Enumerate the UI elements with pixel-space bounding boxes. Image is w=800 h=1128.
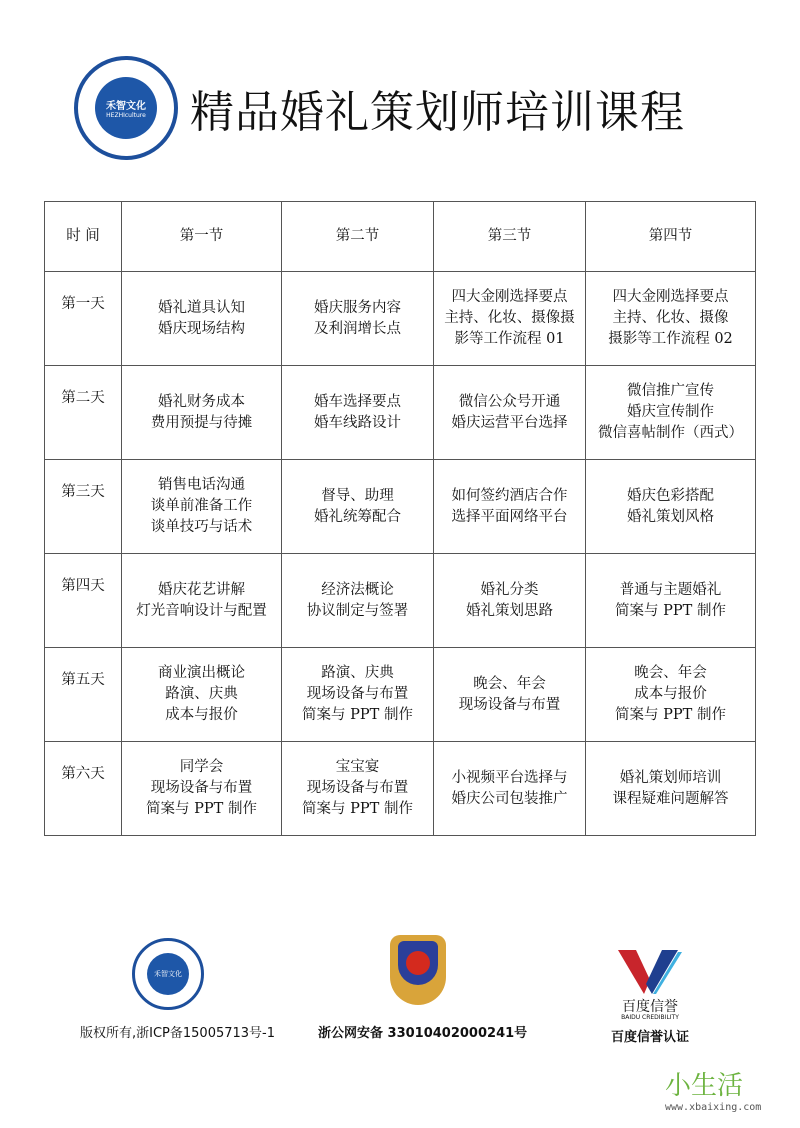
session-line: 婚礼策划风格 xyxy=(627,508,714,525)
session-line: 同学会 xyxy=(179,759,224,775)
schedule-table xyxy=(44,201,756,836)
session-line: 简案与 PPT 制作 xyxy=(615,707,726,723)
session-line: 影等工作流程 01 xyxy=(454,331,565,347)
session-line: 经济法概论 xyxy=(321,581,394,598)
header-label: 第四节 xyxy=(648,228,693,244)
session-line: 微信推广宣传 xyxy=(627,383,714,399)
session-line: 谈单前准备工作 xyxy=(150,498,253,514)
day-label: 第三天 xyxy=(61,484,105,500)
header-cell xyxy=(282,202,434,272)
header-row xyxy=(45,202,756,272)
session-cell xyxy=(122,460,282,554)
day-label: 第二天 xyxy=(61,390,105,406)
day-label: 第四天 xyxy=(61,578,105,594)
header-label: 时 间 xyxy=(66,228,100,244)
session-line: 现场设备与布置 xyxy=(458,696,561,713)
company-logo xyxy=(74,56,178,160)
session-cell xyxy=(586,648,756,742)
session-line: 婚礼财务成本 xyxy=(158,393,245,410)
session-cell xyxy=(434,742,586,836)
day-cell xyxy=(45,554,122,648)
session-cell xyxy=(282,272,434,366)
header-label: 第二节 xyxy=(335,228,380,244)
session-cell xyxy=(434,366,586,460)
session-cell xyxy=(122,648,282,742)
session-line: 路演、庆典 xyxy=(165,686,238,702)
header-cell xyxy=(586,202,756,272)
session-line: 费用预提与待摊 xyxy=(150,414,253,431)
session-line: 现场设备与布置 xyxy=(306,780,409,796)
session-cell xyxy=(586,742,756,836)
session-line: 晚会、年会 xyxy=(634,665,707,681)
session-line: 婚庆宣传制作 xyxy=(627,404,714,420)
header-label: 第三节 xyxy=(487,228,532,244)
day-cell xyxy=(45,648,122,742)
session-line: 谈单技巧与话术 xyxy=(150,519,253,535)
session-line: 销售电话沟通 xyxy=(158,477,245,493)
session-cell xyxy=(282,648,434,742)
session-line: 婚礼策划思路 xyxy=(466,602,553,619)
session-cell xyxy=(122,554,282,648)
session-cell xyxy=(434,648,586,742)
session-line: 商业演出概论 xyxy=(158,665,245,681)
session-line: 微信喜帖制作（西式） xyxy=(598,425,743,441)
logo-text: 禾智文化 xyxy=(106,101,146,112)
session-cell xyxy=(122,742,282,836)
session-cell xyxy=(586,554,756,648)
session-line: 晚会、年会 xyxy=(473,675,546,692)
session-line: 婚庆花艺讲解 xyxy=(158,581,245,598)
session-cell xyxy=(282,554,434,648)
session-line: 选择平面网络平台 xyxy=(451,508,568,525)
baidu-en-text: BAIDU CREDIBILITY xyxy=(621,1014,679,1021)
session-cell xyxy=(122,272,282,366)
session-line: 简案与 PPT 制作 xyxy=(615,602,726,619)
header-cell xyxy=(45,202,122,272)
session-line: 成本与报价 xyxy=(634,686,707,702)
session-line: 简案与 PPT 制作 xyxy=(302,801,413,817)
session-line: 现场设备与布置 xyxy=(306,686,409,702)
session-cell xyxy=(282,366,434,460)
day-label: 第五天 xyxy=(61,672,105,688)
session-line: 婚庆现场结构 xyxy=(158,320,245,337)
table-row xyxy=(45,554,756,648)
session-line: 婚礼策划师培训 xyxy=(619,769,722,786)
session-line: 课程疑难问题解答 xyxy=(612,790,729,807)
session-line: 协议制定与签署 xyxy=(306,602,409,619)
session-line: 如何签约酒店合作 xyxy=(451,487,568,504)
session-line: 微信公众号开通 xyxy=(458,393,561,410)
day-cell xyxy=(45,366,122,460)
baidu-logo-text: 百度信誉 xyxy=(622,999,678,1015)
session-line: 灯光音响设计与配置 xyxy=(136,602,267,619)
session-cell xyxy=(586,460,756,554)
session-line: 督导、助理 xyxy=(321,487,394,504)
day-cell xyxy=(45,742,122,836)
session-line: 宝宝宴 xyxy=(335,759,380,775)
copyright-text: 版权所有,浙ICP备15005713号-1 xyxy=(80,1026,276,1041)
session-line: 四大金刚选择要点 xyxy=(451,289,568,305)
session-line: 路演、庆典 xyxy=(321,665,394,681)
logo-subtext: HEZHIculture xyxy=(106,112,146,119)
header-label: 第一节 xyxy=(179,228,224,244)
session-line: 婚庆色彩搭配 xyxy=(627,487,714,504)
session-line: 简案与 PPT 制作 xyxy=(146,801,257,817)
session-cell xyxy=(586,272,756,366)
day-cell xyxy=(45,272,122,366)
page-title: 精品婚礼策划师培训课程 xyxy=(190,87,685,138)
table-row xyxy=(45,648,756,742)
watermark: 小生活 www.xbaixing.com xyxy=(665,1071,762,1113)
session-line: 婚礼统筹配合 xyxy=(314,508,401,525)
session-line: 婚庆公司包装推广 xyxy=(451,790,568,807)
police-record-text: 浙公网安备 33010402000241号 xyxy=(318,1026,528,1041)
table-row xyxy=(45,460,756,554)
day-cell xyxy=(45,460,122,554)
session-line: 及利润增长点 xyxy=(314,320,401,337)
table-row xyxy=(45,742,756,836)
session-line: 主持、化妆、摄像摄 xyxy=(444,310,575,326)
header-cell xyxy=(434,202,586,272)
session-cell xyxy=(434,460,586,554)
session-line: 婚车线路设计 xyxy=(314,414,401,431)
session-cell xyxy=(282,460,434,554)
session-line: 小视频平台选择与 xyxy=(451,769,568,786)
baidu-v-icon xyxy=(618,950,682,996)
session-cell xyxy=(586,366,756,460)
session-line: 普通与主题婚礼 xyxy=(619,581,722,598)
session-line: 摄影等工作流程 02 xyxy=(608,331,733,347)
session-line: 成本与报价 xyxy=(165,707,238,723)
session-cell xyxy=(282,742,434,836)
day-label: 第六天 xyxy=(61,766,105,782)
company-logo-small: 禾智文化 xyxy=(132,938,204,1010)
session-cell xyxy=(434,272,586,366)
session-line: 现场设备与布置 xyxy=(150,780,253,796)
session-cell xyxy=(434,554,586,648)
session-line: 婚庆服务内容 xyxy=(314,299,401,316)
table-row xyxy=(45,366,756,460)
session-line: 婚车选择要点 xyxy=(314,393,401,410)
day-label: 第一天 xyxy=(61,296,105,312)
header-cell xyxy=(122,202,282,272)
baidu-cert-text: 百度信誉认证 xyxy=(610,1030,689,1045)
session-line: 婚礼分类 xyxy=(480,581,539,598)
session-line: 四大金刚选择要点 xyxy=(612,289,729,305)
session-line: 婚礼道具认知 xyxy=(158,299,245,316)
table-row xyxy=(45,272,756,366)
session-line: 婚庆运营平台选择 xyxy=(451,414,568,431)
session-line: 主持、化妆、摄像 xyxy=(612,310,729,326)
session-cell xyxy=(122,366,282,460)
session-line: 简案与 PPT 制作 xyxy=(302,707,413,723)
police-emblem-icon xyxy=(390,935,446,1005)
